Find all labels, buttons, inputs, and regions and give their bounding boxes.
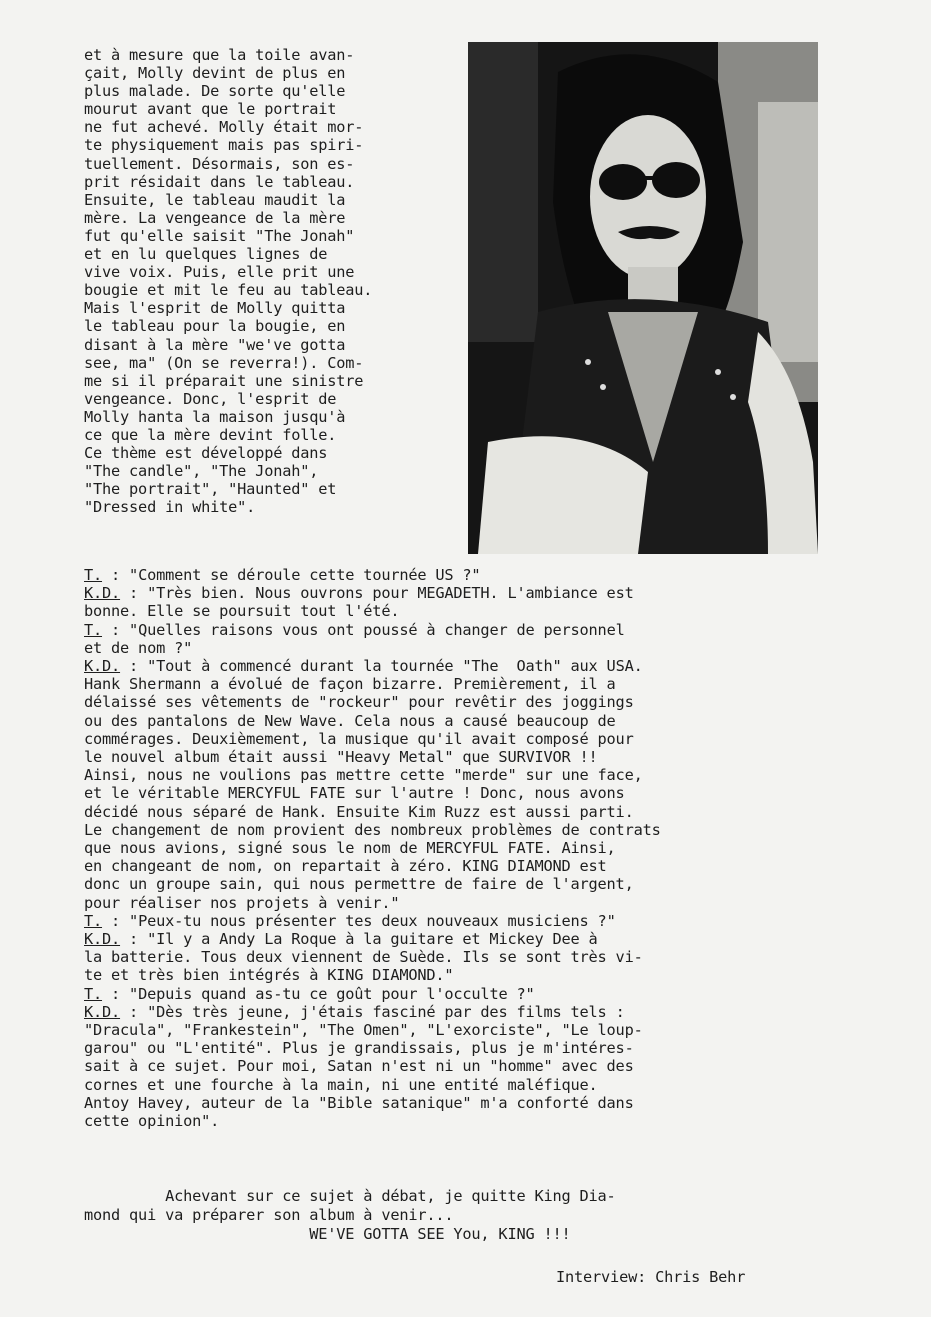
interview-line: T. : "Peux-tu nous présenter tes deux nouveaux musiciens ?"	[84, 911, 616, 930]
speaker-tag: T.	[84, 620, 103, 639]
text-line: me si il préparait une sinistre	[84, 371, 364, 390]
interview-line: K.D. : "Tout à commencé durant la tournée "The Oath" aux USA.	[84, 657, 643, 676]
interview-line: ou des pantalons de New Wave. Cela nous a causé beaucoup de	[84, 711, 616, 730]
left-column-text	[84, 46, 464, 516]
text-line: tuellement. Désormais, son es-	[84, 154, 355, 173]
interview-line: Ainsi, nous ne voulions pas mettre cette "merde" sur une face,	[84, 766, 643, 785]
speaker-tag: T.	[84, 566, 103, 584]
text-line: "Dressed in white".	[84, 498, 256, 517]
text-line: te physiquement mais pas spiri-	[84, 136, 364, 155]
interview-line: garou" ou "L'entité". Plus je grandissais, plus je m'intéres-	[84, 1039, 634, 1058]
text-line: "The candle", "The Jonah",	[84, 462, 319, 481]
speaker-tag: K.D.	[84, 930, 121, 949]
interview-line: sait à ce sujet. Pour moi, Satan n'est ni un "homme" avec des	[84, 1057, 634, 1076]
interview-line: décidé nous séparé de Hank. Ensuite Kim Ruzz est aussi parti.	[84, 802, 634, 821]
text-line: prit résidait dans le tableau.	[84, 172, 355, 191]
speaker-tag: T.	[84, 911, 103, 930]
text-line: vengeance. Donc, l'esprit de	[84, 389, 337, 408]
interview-line: T. : "Quelles raisons vous ont poussé à changer de personnel	[84, 620, 625, 639]
speaker-tag: K.D.	[84, 1002, 121, 1021]
interview-line: pour réaliser nos projets à venir."	[84, 893, 400, 912]
text-line: Ce thème est développé dans	[84, 444, 328, 463]
interview-line: bonne. Elle se poursuit tout l'été.	[84, 602, 400, 621]
text-line: ne fut achevé. Molly était mor-	[84, 118, 364, 137]
text-line: Ensuite, le tableau maudit la	[84, 190, 346, 209]
interview-line: délaissé ses vêtements de "rockeur" pour revêtir des joggings	[84, 693, 634, 712]
interview-line: en changeant de nom, on repartait à zéro. KING DIAMOND est	[84, 857, 607, 876]
text-line: "The portrait", "Haunted" et	[84, 480, 337, 499]
text-line: et à mesure que la toile avan-	[84, 46, 355, 64]
portrait-photo	[468, 42, 818, 554]
interview-line: donc un groupe sain, qui nous permettre de faire de l'argent,	[84, 875, 634, 894]
closing-paragraph	[84, 1187, 824, 1244]
text-line: disant à la mère "we've gotta	[84, 335, 346, 354]
interview-line: commérages. Deuxièmement, la musique qu'il avait composé pour	[84, 729, 634, 748]
interview-line: "Dracula", "Frankestein", "The Omen", "L'exorciste", "Le loup-	[84, 1021, 643, 1040]
text-line: fut qu'elle saisit "The Jonah"	[84, 226, 355, 245]
text-line: Mais l'esprit de Molly quitta	[84, 299, 346, 318]
text-line: ce que la mère devint folle.	[84, 425, 337, 444]
interview-line: K.D. : "Il y a Andy La Roque à la guitare et Mickey Dee à	[84, 930, 598, 949]
interview-line: K.D. : "Dès très jeune, j'étais fasciné par des films tels :	[84, 1002, 625, 1021]
portrait-photo-graphic	[468, 42, 818, 554]
interview-line: la batterie. Tous deux viennent de Suède. Ils se sont très vi-	[84, 948, 643, 967]
interview-line: le nouvel album était aussi "Heavy Metal" que SURVIVOR !!	[84, 748, 598, 767]
interview-line: K.D. : "Très bien. Nous ouvrons pour MEGADETH. L'ambiance est	[84, 584, 634, 603]
text-line: Molly hanta la maison jusqu'à	[84, 407, 346, 426]
interview-line: te et très bien intégrés à KING DIAMOND."	[84, 966, 454, 985]
interview-line: cette opinion".	[84, 1112, 220, 1131]
interview-credit: Interview: Chris Behr	[556, 1268, 746, 1286]
speaker-tag: K.D.	[84, 657, 121, 676]
interview-line: et de nom ?"	[84, 638, 193, 657]
closing-line: mond qui va préparer son album à venir...	[84, 1206, 454, 1224]
interview-line: que nous avions, signé sous le nom de MERCYFUL FATE. Ainsi,	[84, 839, 616, 858]
text-line: plus malade. De sorte qu'elle	[84, 82, 346, 101]
interview-line: Hank Shermann a évolué de façon bizarre. Premièrement, il a	[84, 675, 616, 694]
speaker-tag: T.	[84, 984, 103, 1003]
interview-line: et le véritable MERCYFUL FATE sur l'autre ! Donc, nous avons	[84, 784, 625, 803]
text-line: et en lu quelques lignes de	[84, 245, 328, 264]
interview-line: Le changement de nom provient des nombreux problèmes de contrats	[84, 820, 661, 839]
closing-line: WE'VE GOTTA SEE You, KING !!!	[84, 1225, 571, 1243]
interview-line: Antoy Havey, auteur de la "Bible satanique" m'a conforté dans	[84, 1093, 634, 1112]
text-line: mourut avant que le portrait	[84, 100, 337, 119]
text-line: çait, Molly devint de plus en	[84, 64, 346, 83]
text-line: bougie et mit le feu au tableau.	[84, 281, 373, 300]
interview-line: T. : "Depuis quand as-tu ce goût pour l'occulte ?"	[84, 984, 535, 1003]
closing-line: Achevant sur ce sujet à débat, je quitte King Dia-	[84, 1187, 616, 1205]
text-line: see, ma" (On se reverra!). Com-	[84, 353, 364, 372]
text-line: le tableau pour la bougie, en	[84, 317, 346, 336]
interview-text	[84, 566, 824, 1130]
interview-line: cornes et une fourche à la main, ni une entité maléfique.	[84, 1075, 598, 1094]
interview-line: T. : "Comment se déroule cette tournée US ?"	[84, 566, 481, 584]
text-line: mère. La vengeance de la mère	[84, 208, 346, 227]
speaker-tag: K.D.	[84, 584, 121, 603]
text-line: vive voix. Puis, elle prit une	[84, 263, 355, 282]
